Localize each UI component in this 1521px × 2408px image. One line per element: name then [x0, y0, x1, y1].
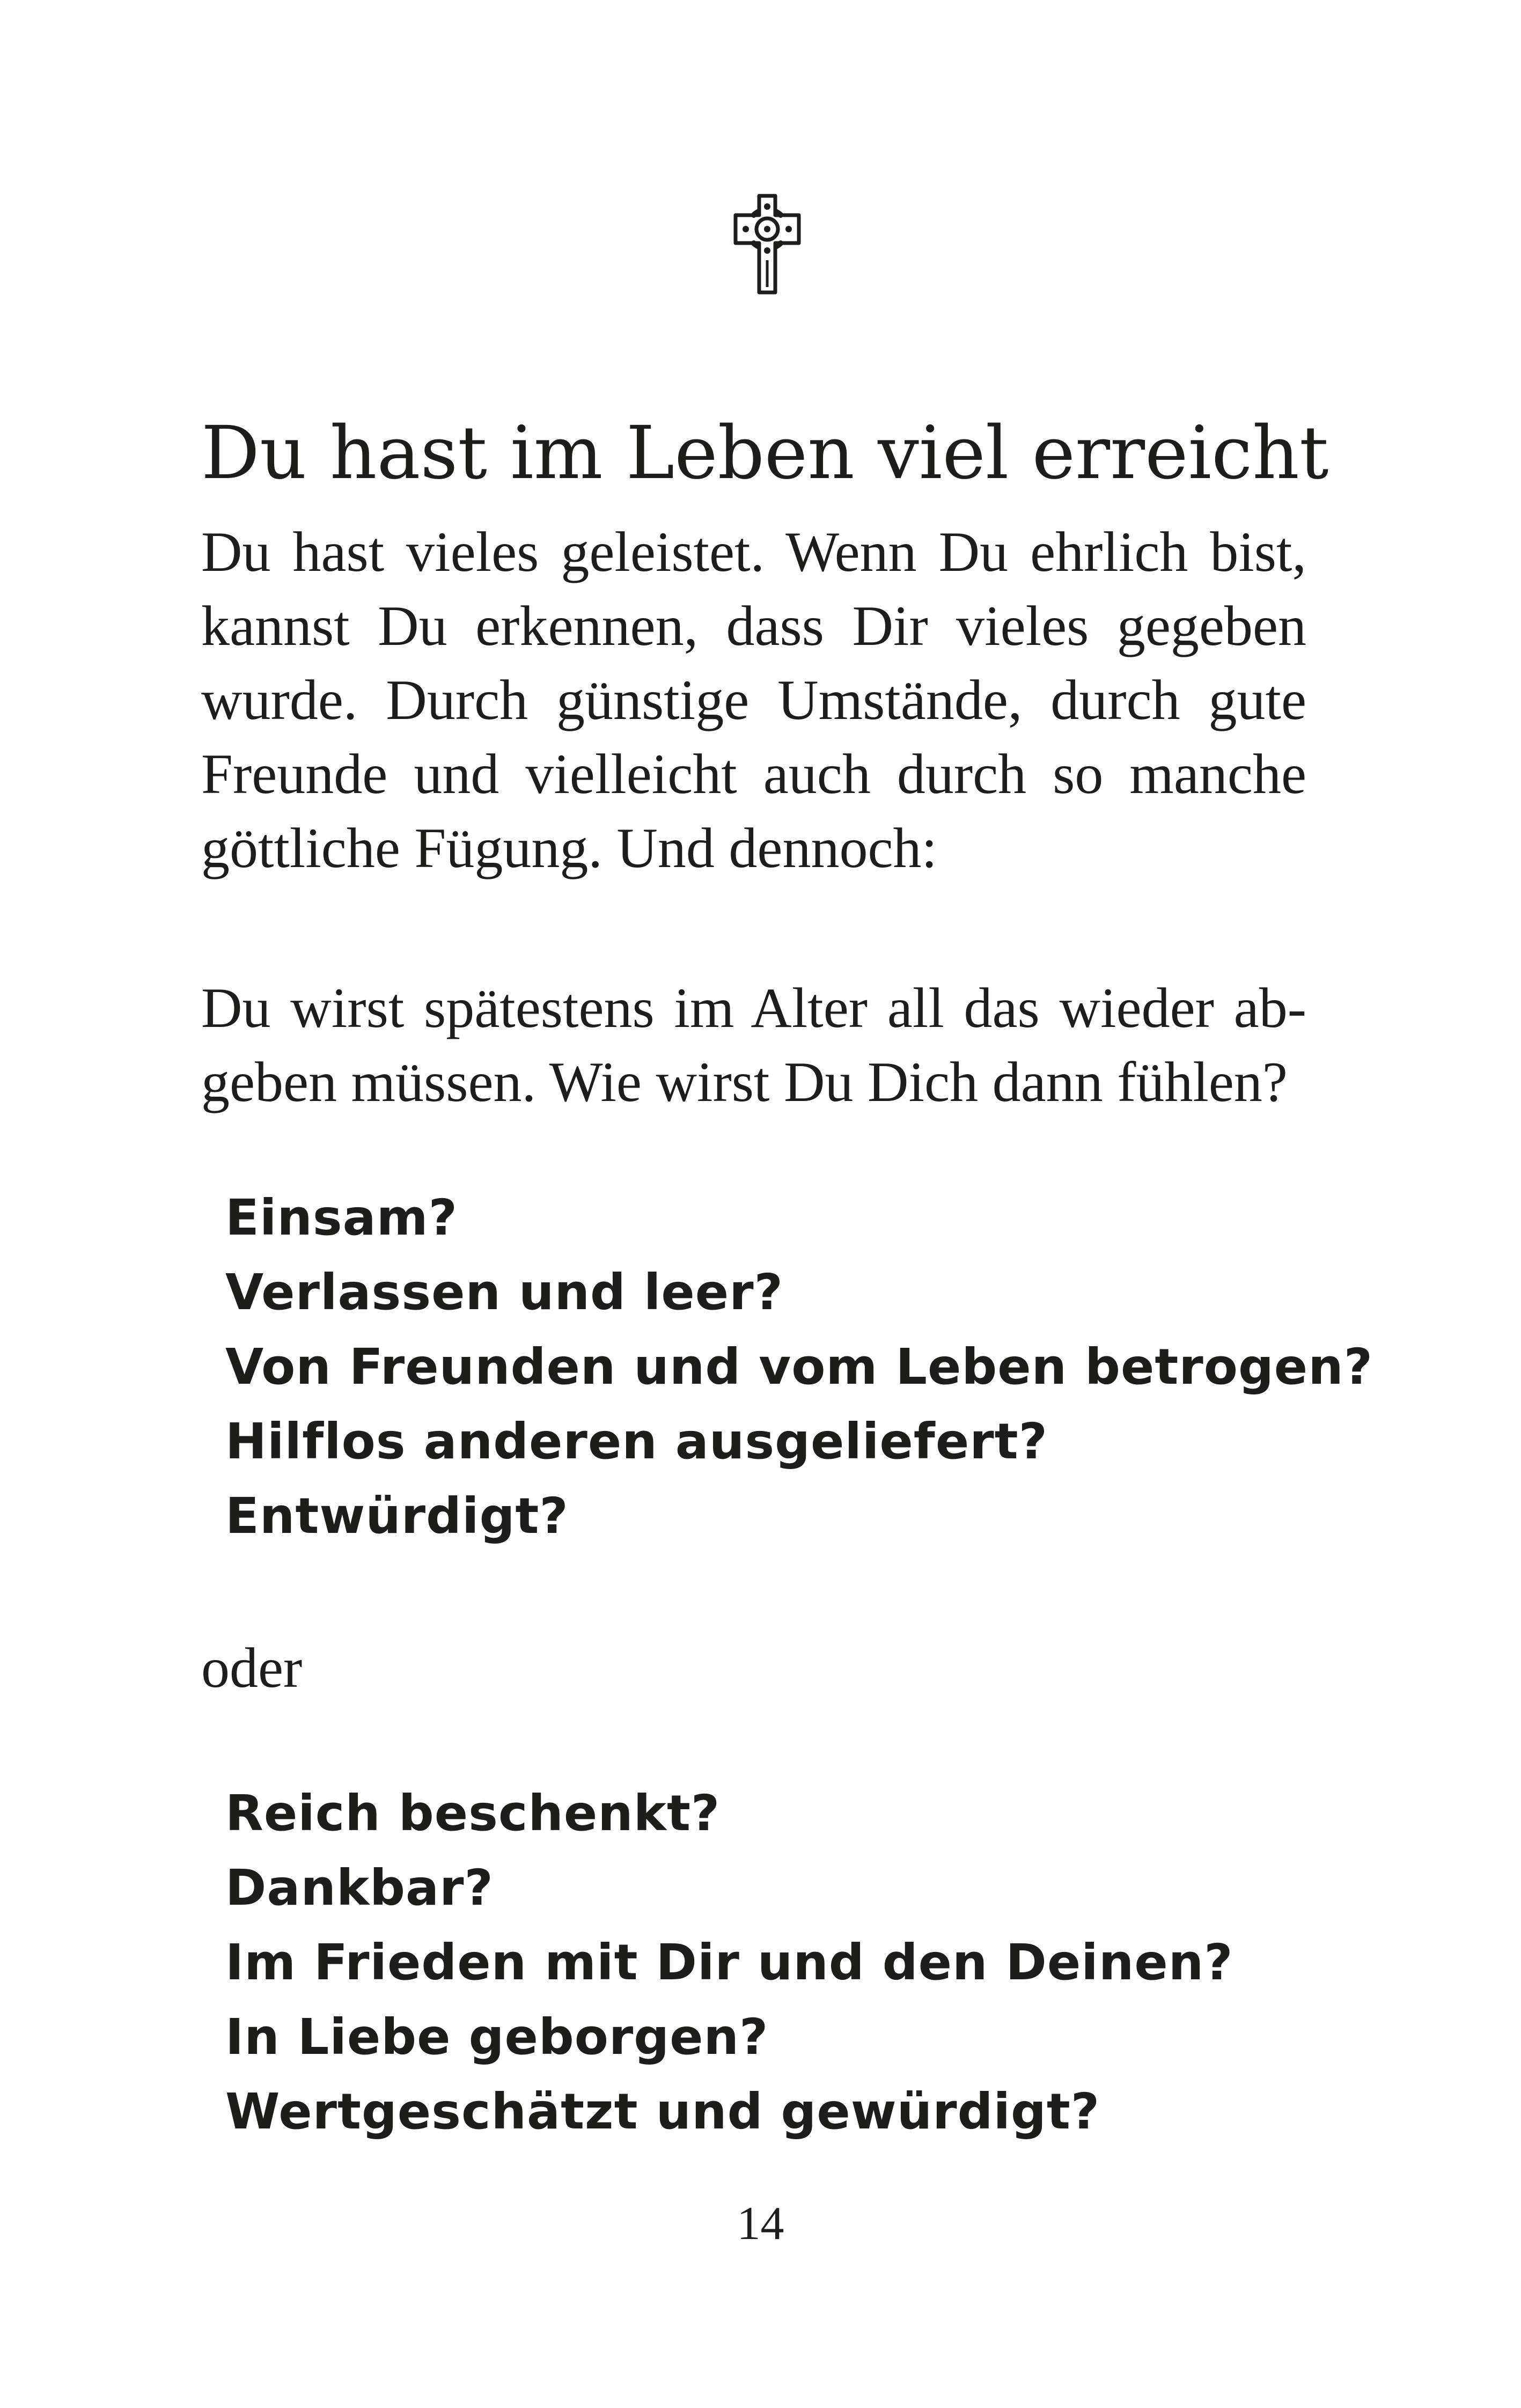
- paragraph-line: Freunde und vielleicht auch durch so manche: [201, 743, 1306, 805]
- paragraph-line: Du hast vieles geleistet. Wenn Du ehrlich bist,: [201, 520, 1306, 583]
- paragraph-line: Du wirst spätestens im Alter all das wieder ab-: [201, 977, 1306, 1039]
- paragraph-line: geben müssen. Wie wirst Du Dich dann fühlen?: [201, 1051, 1288, 1113]
- paragraph-line: göttliche Fügung. Und dennoch:: [201, 817, 937, 879]
- page-number: 14: [737, 2198, 784, 2250]
- list-item: Im Frieden mit Dir und den Deinen?: [225, 1934, 1233, 1991]
- paragraph-line: wurde. Durch günstige Umstände, durch gute: [201, 669, 1306, 731]
- list-item: Dankbar?: [225, 1859, 494, 1917]
- list-item: Verlassen und leer?: [225, 1264, 783, 1321]
- list-item: Einsam?: [225, 1189, 458, 1246]
- negative-questions-list: [225, 1180, 1373, 1553]
- list-item: Reich beschenkt?: [225, 1785, 721, 1842]
- celtic-cross-icon: [727, 190, 807, 298]
- page-title: Du hast im Leben viel erreicht: [201, 411, 1329, 496]
- paragraph-line: kannst Du erkennen, dass Dir vieles gegeben: [201, 594, 1306, 657]
- positive-questions-list: [225, 1776, 1233, 2149]
- list-item: In Liebe geborgen?: [225, 2008, 769, 2066]
- list-item: Entwürdigt?: [225, 1487, 569, 1545]
- paragraph-intro: [201, 515, 1306, 885]
- list-item: Von Freunden und vom Leben betrogen?: [225, 1338, 1373, 1396]
- list-item: Hilflos anderen ausgeliefert?: [225, 1413, 1048, 1470]
- separator-text: oder: [201, 1636, 303, 1699]
- list-item: Wertgeschätzt und gewürdigt?: [225, 2083, 1100, 2140]
- paragraph-question: [201, 971, 1306, 1119]
